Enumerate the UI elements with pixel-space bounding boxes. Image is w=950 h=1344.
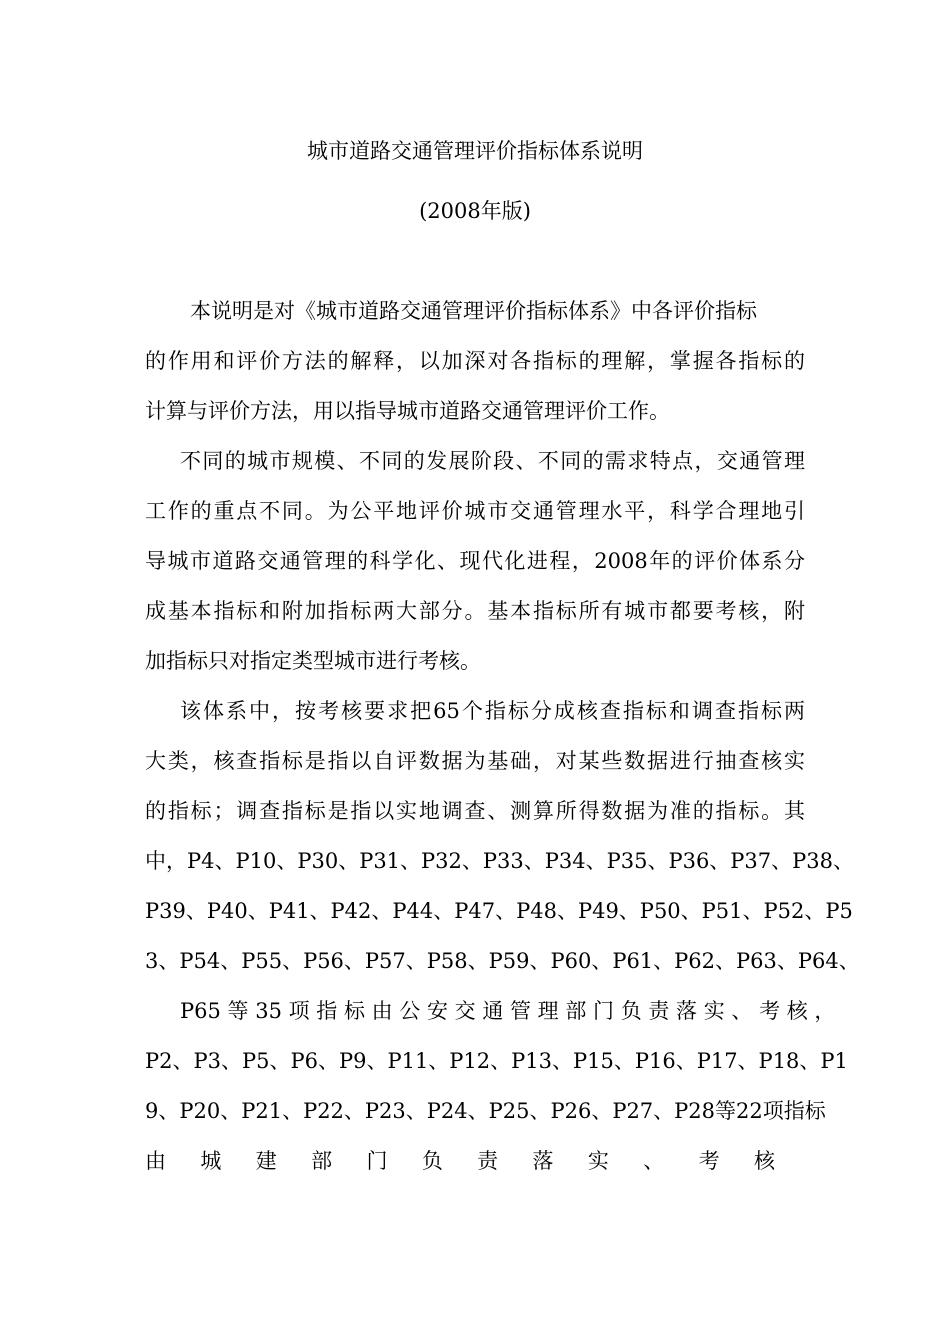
paragraph-line: P65 等 35 项 指 标 由 公 安 交 通 管 理 部 门 负 责 落 实 、 考 核 ， (180, 999, 836, 1023)
paragraph-line: 成基本指标和附加指标两大部分。基本指标所有城市都要考核，附 (145, 599, 805, 623)
paragraph-line: 计算与评价方法，用以指导城市道路交通管理评价工作。 (145, 399, 670, 423)
paragraph-line: 的指标；调查指标是指以实地调查、测算所得数据为准的指标。其 (145, 799, 805, 823)
paragraph-line: 大类，核查指标是指以自评数据为基础，对某些数据进行抽查核实 (145, 749, 805, 773)
paragraph-line: 导城市道路交通管理的科学化、现代化进程，2008年的评价体系分 (145, 549, 805, 573)
paragraph-line: 该体系中，按考核要求把65个指标分成核查指标和调查指标两 (180, 699, 805, 723)
paragraph-line: 本说明是对《城市道路交通管理评价指标体系》中各评价指标 (190, 299, 757, 323)
paragraph-line: P39、P40、P41、P42、P44、P47、P48、P49、P50、P51、P52、P5 (145, 899, 853, 923)
paragraph-line: P2、P3、P5、P6、P9、P11、P12、P13、P15、P16、P17、P18、P1 (145, 1049, 848, 1073)
paragraph-line: 9、P20、P21、P22、P23、P24、P25、P26、P27、P28等22项指标 (145, 1099, 826, 1123)
paragraph-line: 由 城 建 部 门 负 责 落 实 、 考 核 (145, 1149, 775, 1173)
paragraph-line: 工作的重点不同。为公平地评价城市交通管理水平，科学合理地引 (145, 499, 805, 523)
paragraph-line: 3、P54、P55、P56、P57、P58、P59、P60、P61、P62、P63、P64、 (145, 949, 860, 973)
paragraph-line: 的作用和评价方法的解释，以加深对各指标的理解，掌握各指标的 (145, 349, 805, 373)
document-title: 城市道路交通管理评价指标体系说明 (307, 139, 643, 163)
paragraph-line: 不同的城市规模、不同的发展阶段、不同的需求特点，交通管理 (180, 449, 805, 473)
paragraph-line: 加指标只对指定类型城市进行考核。 (145, 649, 481, 673)
document-edition: (2008年版) (419, 199, 531, 223)
paragraph-line: 中，P4、P10、P30、P31、P32、P33、P34、P35、P36、P37、P38、 (145, 849, 855, 873)
